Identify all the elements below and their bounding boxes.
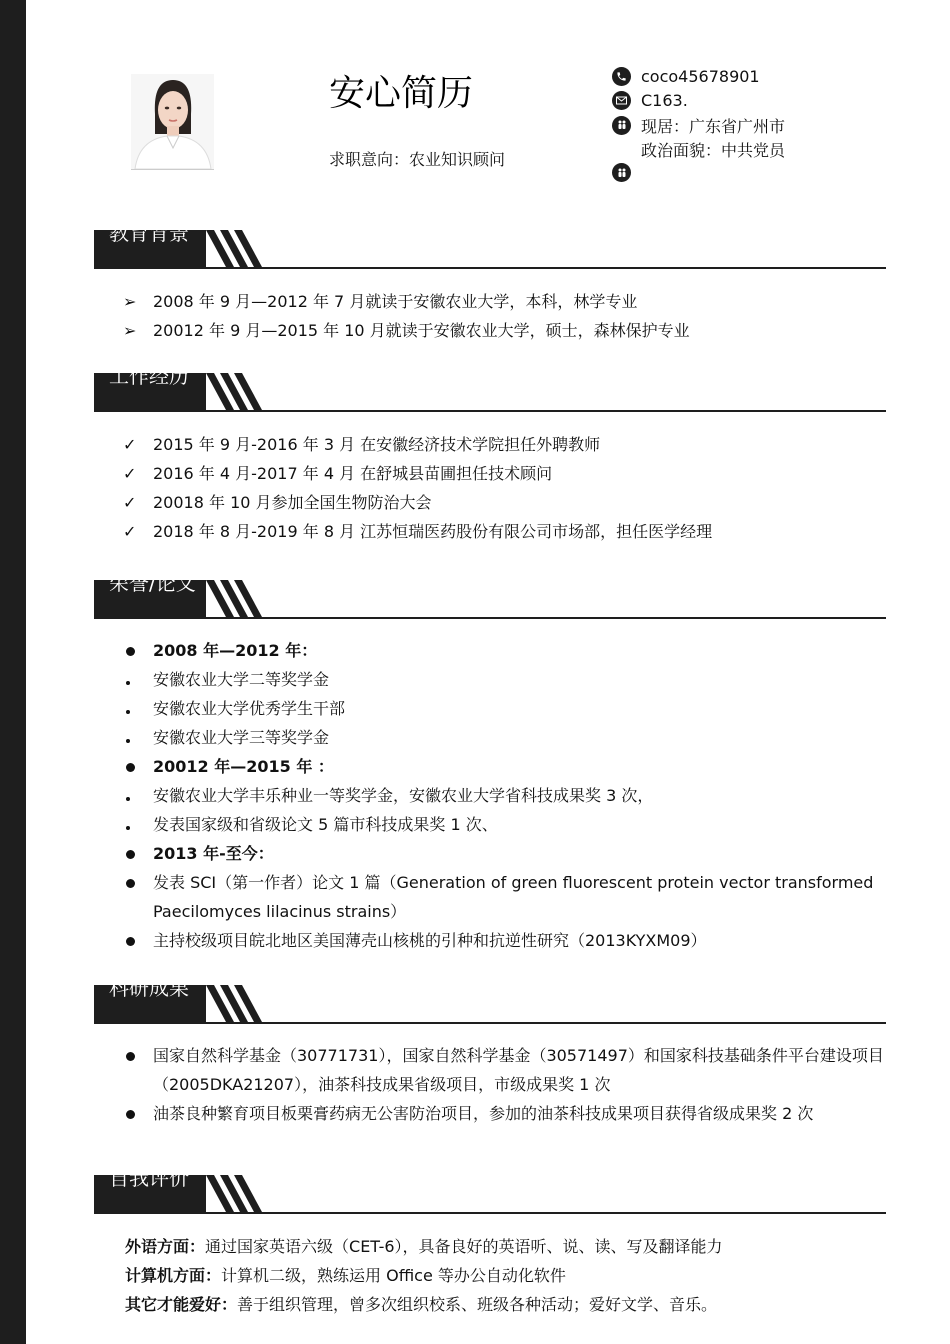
self-evaluation: [125, 1232, 885, 1319]
left-decorative-bar: [0, 0, 26, 1344]
education-list: [123, 287, 893, 345]
list-item: 国家自然科学基金（30771731），国家自然科学基金（30571497）和国家科技基础条件平台建设项目（2005DKA21207），油茶科技成果省级项目，市级成果奖 1 次: [123, 1041, 893, 1099]
list-item: 安徽农业大学丰乐种业一等奖学金，安徽农业大学省科技成果奖 3 次，: [123, 781, 893, 810]
bullet-dot: [126, 1052, 135, 1061]
section-header-honors: [94, 571, 886, 620]
list-item: 2013 年-至今：: [123, 839, 893, 868]
bullet-dot: [126, 937, 135, 946]
section-title: 自我评价: [109, 1166, 189, 1190]
job-intent: 求职意向：农业知识顾问: [329, 150, 506, 169]
arrow-icon: ➢: [123, 321, 137, 340]
stripe-decoration: [206, 985, 272, 1022]
people-icon: [612, 116, 631, 135]
eval-language: 外语方面：通过国家英语六级（CET-6），具备良好的英语听、说、读、写及翻译能力: [125, 1237, 723, 1256]
contact-email: [612, 89, 912, 114]
bullet-dot: [126, 647, 135, 656]
section-header-education: [94, 221, 886, 270]
bullet-dot-small: [126, 681, 130, 685]
bullet-dot: [126, 763, 135, 772]
stripe-decoration: [206, 1175, 272, 1212]
contact-info: [612, 64, 912, 162]
check-icon: ✓: [123, 464, 137, 483]
political-text: 政治面貌：中共党员: [641, 141, 786, 161]
contact-location: [612, 113, 912, 138]
bullet-dot: [126, 1110, 135, 1119]
eval-hobbies: 其它才能爱好：善于组织管理，曾多次组织校系、班级各种活动；爱好文学、音乐。: [125, 1295, 718, 1314]
list-item: 安徽农业大学二等奖学金: [123, 665, 893, 694]
section-divider: [94, 267, 886, 269]
section-title: 工作经历: [109, 364, 189, 388]
list-item: 安徽农业大学三等奖学金: [123, 723, 893, 752]
list-item: ➢ 20012 年 9 月—2015 年 10 月就读于安徽农业大学，硕士，森林保护专业: [123, 316, 893, 345]
check-icon: ✓: [123, 522, 137, 541]
arrow-icon: ➢: [123, 292, 137, 311]
contact-political: [612, 138, 912, 163]
list-item: 2008 年—2012 年：: [123, 636, 893, 665]
bullet-dot: [126, 850, 135, 859]
section-header-work: [94, 364, 886, 413]
bullet-dot-small: [126, 739, 130, 743]
resume-title: 安心简历: [329, 73, 474, 114]
list-item: ✓ 20018 年 10 月参加全国生物防治大会: [123, 488, 893, 517]
section-title: 荣誉/论文: [109, 571, 196, 595]
section-divider: [94, 1212, 886, 1214]
section-divider: [94, 410, 886, 412]
phone-text: coco45678901: [641, 66, 760, 86]
section-title: 科研成果: [109, 976, 189, 1000]
contact-phone: [612, 64, 912, 89]
list-item: 发表国家级和省级论文 5 篇市科技成果奖 1 次、: [123, 810, 893, 839]
list-item: 主持校级项目皖北地区美国薄壳山核桃的引种和抗逆性研究（2013KYXM09）: [123, 926, 893, 955]
list-item: ✓ 2018 年 8 月-2019 年 8 月 江苏恒瑞医药股份有限公司市场部，担任医学经理: [123, 517, 893, 546]
list-item: ✓ 2016 年 4 月-2017 年 4 月 在舒城县苗圃担任技术顾问: [123, 459, 893, 488]
stripe-decoration: [206, 373, 272, 410]
bullet-dot-small: [126, 826, 130, 830]
stripe-decoration: [206, 230, 272, 267]
section-header-self: [94, 1166, 886, 1215]
section-header-research: [94, 976, 886, 1025]
list-item: 油茶良种繁育项目板栗膏药病无公害防治项目，参加的油茶科技成果项目获得省级成果奖 2 次: [123, 1099, 893, 1128]
bullet-dot: [126, 879, 135, 888]
profile-photo: [131, 74, 214, 170]
honors-list: [123, 636, 893, 955]
bullet-dot-small: [126, 710, 130, 714]
list-item: ➢ 2008 年 9 月—2012 年 7 月就读于安徽农业大学，本科，林学专业: [123, 287, 893, 316]
email-text: C163.: [641, 91, 688, 111]
work-list: [123, 430, 893, 546]
list-item: 20012 年—2015 年 ：: [123, 752, 893, 781]
check-icon: ✓: [123, 493, 137, 512]
people-icon: [612, 163, 631, 182]
list-item: 安徽农业大学优秀学生干部: [123, 694, 893, 723]
section-divider: [94, 617, 886, 619]
section-title: 教育背景: [109, 221, 189, 245]
phone-icon: [612, 67, 631, 86]
bullet-dot-small: [126, 797, 130, 801]
mail-icon: [612, 91, 631, 110]
location-text: 现居：广东省广州市: [641, 116, 786, 136]
research-list: [123, 1041, 893, 1128]
check-icon: ✓: [123, 435, 137, 454]
stripe-decoration: [206, 580, 272, 617]
list-item: 发表 SCI（第一作者）论文 1 篇（Generation of green fluorescent protein vector transformed Paecilomyces lilacinus strains）: [123, 868, 893, 926]
section-divider: [94, 1022, 886, 1024]
list-item: ✓ 2015 年 9 月-2016 年 3 月 在安徽经济技术学院担任外聘教师: [123, 430, 893, 459]
eval-computer: 计算机方面：计算机二级，熟练运用 Office 等办公自动化软件: [125, 1266, 566, 1285]
